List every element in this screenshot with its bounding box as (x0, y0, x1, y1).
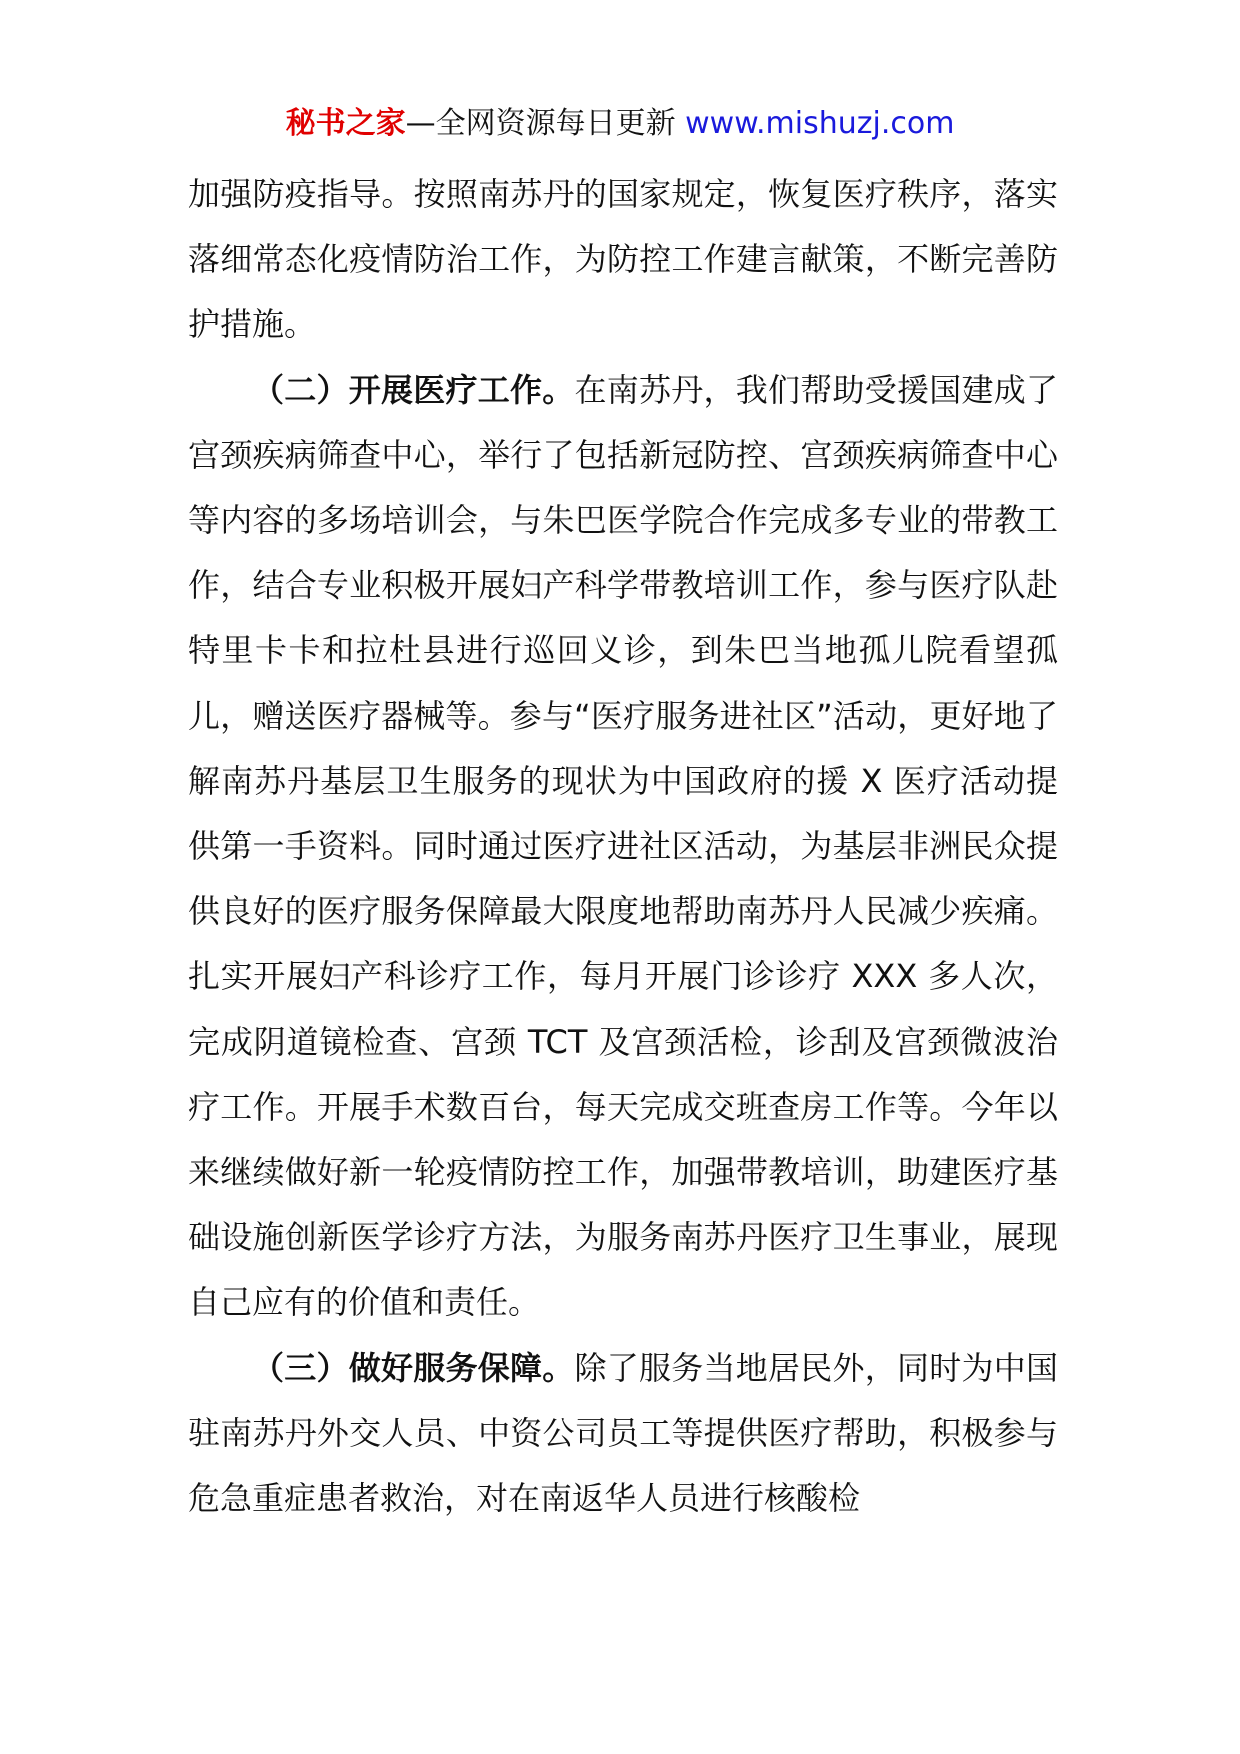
paragraph-medical-work (188, 358, 1058, 1336)
paragraph-continuation (188, 162, 1058, 358)
header-slogan: —全网资源每日更新 (405, 106, 676, 141)
paragraph-text: 在南苏丹，我们帮助受援国建成了宫颈疾病筛查中心，举行了包括新冠防控、宫颈疾病筛查中心等内容的多场培训会，与朱巴医学院合作完成多专业的带教工作，结合专业积极开展妇产科学带教培训工作，参与医疗队赴特里卡卡和拉杜县进行巡回义诊，到朱巴当地孤儿院看望孤儿，赠送医疗器械等。参与“医疗服务进社区”活动，更好地了解南苏丹基层卫生服务的现状为中国政府的援 X 医疗活动提供第一手资料。同时通过医疗进社区活动，为基层非洲民众提供良好的医疗服务保障最大限度地帮助南苏丹人民减少疾痛。扎实开展妇产科诊疗工作，每月开展门诊诊疗 XXX 多人次，完成阴道镜检查、宫颈 TCT 及宫颈活检，诊刮及宫颈微波治疗工作。开展手术数百台，每天完成交班查房工作等。今年以来继续做好新一轮疫情防控工作，加强带教培训，助建医疗基础设施创新医学诊疗方法，为服务南苏丹医疗卫生事业，展现自己应有的价值和责任。 (188, 370, 1058, 1322)
section-heading: （二）开展医疗工作。 (252, 370, 575, 409)
brand-name: 秘书之家 (285, 106, 406, 141)
paragraph-service-support (188, 1336, 1058, 1532)
section-heading: （三）做好服务保障。 (252, 1348, 575, 1387)
paragraph-text: 除了服务当地居民外，同时为中国驻南苏丹外交人员、中资公司员工等提供医疗帮助，积极参与危急重症患者救治，对在南返华人员进行核酸检 (188, 1348, 1058, 1518)
site-url[interactable]: www.mishuzj.com (685, 106, 955, 141)
paragraph-text: 加强防疫指导。按照南苏丹的国家规定，恢复医疗秩序，落实落细常态化疫情防治工作，为防控工作建言献策，不断完善防护措施。 (188, 175, 1058, 344)
document-body (188, 162, 1058, 1531)
page-header (0, 102, 1240, 146)
